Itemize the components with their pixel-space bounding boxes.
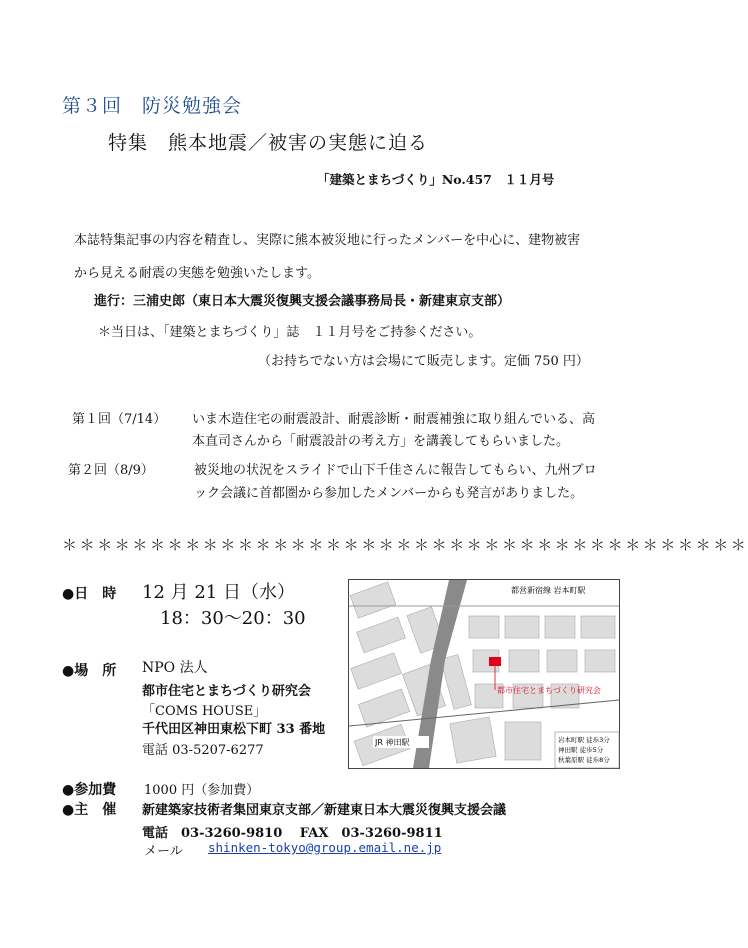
- history-line-2a: 被災地の状況をスライドで山下千佳さんに報告してもらい、九州ブロ: [194, 463, 597, 478]
- price-note: （お持ちでない方は会場にて販売します。定価 750 円）: [258, 354, 589, 369]
- event-time: 18：30〜20：30: [160, 608, 306, 629]
- mail-label: メール: [144, 844, 183, 859]
- map-station-jr: JR 神田駅: [375, 738, 410, 747]
- map-legend-1: 岩本町駅 徒歩3分: [558, 736, 610, 744]
- map-venue-label: 都市住宅とまちづくり研究会: [497, 686, 601, 695]
- fee-value: 1000 円（参加費）: [144, 783, 260, 798]
- intro-line-1: 本誌特集記事の内容を精査し、実際に熊本被災地に行ったメンバーを中心に、建物被害: [74, 233, 581, 248]
- place-org: NPO 法人: [142, 660, 208, 676]
- venue-map: [348, 579, 620, 769]
- map-legend-3: 秋葉原駅 徒歩8分: [558, 756, 610, 764]
- host-label: ●主 催: [62, 802, 117, 818]
- map-legend-2: 神田駅 徒歩5分: [558, 746, 604, 754]
- history-label-1: 第１回（7/14）: [72, 412, 167, 427]
- history-label-2: 第２回（8/9）: [68, 463, 154, 478]
- event-date: 12 月 21 日（水）: [142, 582, 295, 603]
- map-station-top: 都営新宿線 岩本町駅: [511, 586, 586, 595]
- map-drawing: [349, 580, 619, 768]
- presenter: 進行：三浦史郎（東日本大震災復興支援会議事務局長・新建東京支部）: [94, 294, 511, 309]
- place-address: 千代田区神田東松下町 33 番地: [142, 722, 326, 737]
- page-title: 第３回 防災勉強会: [62, 95, 243, 117]
- history-line-1b: 本直司さんから「耐震設計の考え方」を講義してもらいました。: [192, 434, 570, 449]
- datetime-label: ●日 時: [62, 586, 117, 602]
- host-value: 新建築家技術者集団東京支部／新建東日本大震災復興支援会議: [142, 803, 507, 818]
- history-line-1a: いま木造住宅の耐震設計、耐震診断・耐震補強に取り組んでいる、高: [192, 412, 596, 427]
- place-label: ●場 所: [62, 663, 117, 679]
- page-subtitle: 特集 熊本地震／被害の実態に迫る: [108, 132, 429, 154]
- email-link[interactable]: shinken-tokyo@group.email.ne.jp: [208, 840, 442, 855]
- place-name: 都市住宅とまちづくり研究会: [142, 684, 311, 699]
- fee-label: ●参加費: [62, 782, 117, 798]
- magazine-reference: 「建築とまちづくり」No.457 １１月号: [317, 172, 555, 187]
- history-line-2b: ック会議に首都圏から参加したメンバーからも発言がありました。: [194, 486, 584, 501]
- contact-phone: 電話 03-3260-9810 FAX 03-3260-9811: [142, 826, 443, 841]
- place-phone: 電話 03-5207-6277: [142, 743, 264, 758]
- bring-note: ＊当日は、「建築とまちづくり」誌 １１月号をご持参ください。: [98, 325, 482, 340]
- separator: ＊＊＊＊＊＊＊＊＊＊＊＊＊＊＊＊＊＊＊＊＊＊＊＊＊＊＊＊＊＊＊＊＊＊＊＊＊＊＊: [62, 536, 748, 554]
- venue-marker: [489, 657, 501, 666]
- place-house: 「COMS HOUSE」: [142, 704, 267, 719]
- intro-line-2: から見える耐震の実態を勉強いたします。: [74, 266, 320, 281]
